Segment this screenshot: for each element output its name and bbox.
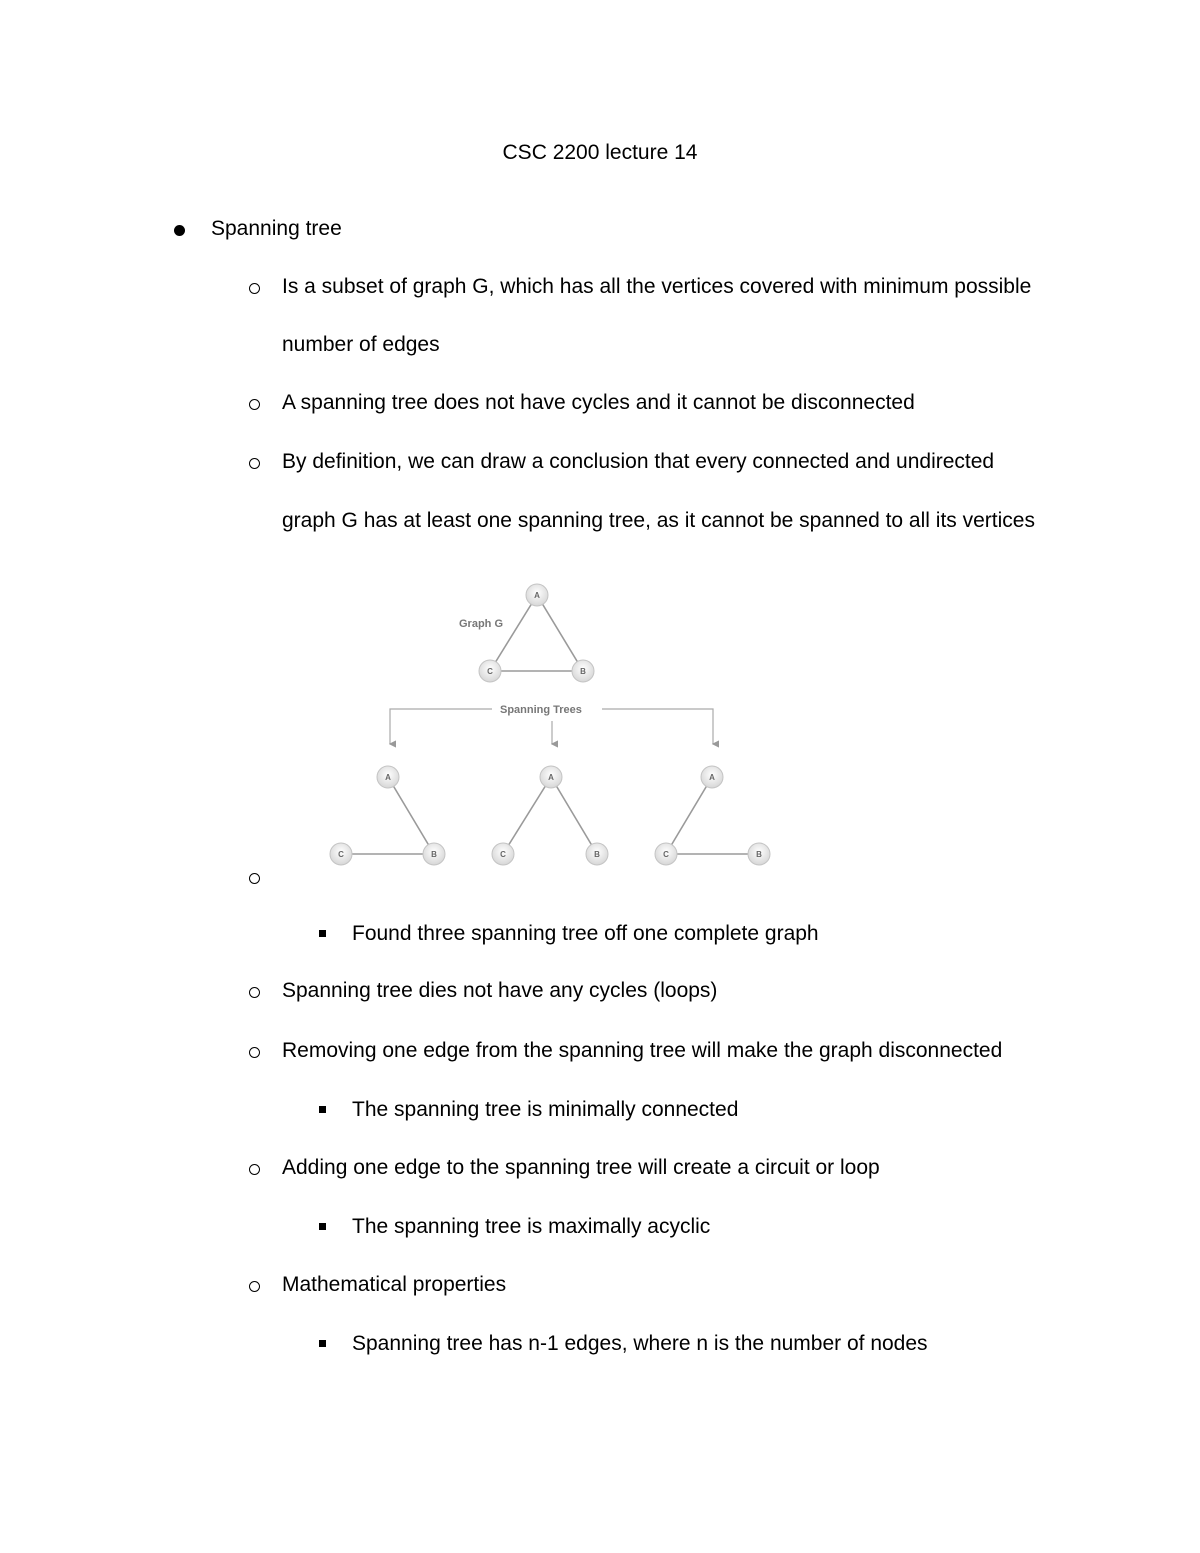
- svg-text:C: C: [500, 850, 506, 859]
- page-title: CSC 2200 lecture 14: [502, 141, 698, 164]
- sub-bullet: [249, 1164, 260, 1175]
- sub-bullet: [249, 283, 260, 294]
- list-item-continuation: number of edges: [282, 333, 440, 356]
- list-item: Mathematical properties: [282, 1273, 507, 1296]
- node-a: [701, 766, 723, 788]
- list-item: Spanning tree dies not have any cycles (loops): [282, 979, 718, 1002]
- node-c: [655, 843, 677, 865]
- spanning-tree-diagram: [322, 578, 782, 878]
- sub-bullet: [249, 873, 260, 884]
- svg-text:B: B: [431, 850, 437, 859]
- square-bullet: [319, 1106, 326, 1113]
- svg-text:A: A: [534, 591, 540, 600]
- svg-text:B: B: [594, 850, 600, 859]
- section-heading: Spanning tree: [211, 217, 342, 240]
- list-item: By definition, we can draw a conclusion that every connected and undirected: [282, 450, 995, 473]
- sub-bullet: [249, 1047, 260, 1058]
- node-b: [572, 660, 594, 682]
- svg-text:A: A: [709, 773, 715, 782]
- node-a: [377, 766, 399, 788]
- svg-text:C: C: [487, 667, 493, 676]
- svg-text:A: A: [548, 773, 554, 782]
- graph-g-label: Graph G: [459, 618, 504, 630]
- node-a: [526, 584, 548, 606]
- node-b: [586, 843, 608, 865]
- node-b: [748, 843, 770, 865]
- square-bullet: [319, 1340, 326, 1347]
- list-item: Adding one edge to the spanning tree will create a circuit or loop: [282, 1156, 880, 1179]
- list-item: Found three spanning tree off one complete graph: [352, 922, 819, 945]
- node-c: [492, 843, 514, 865]
- sub-bullet: [249, 987, 260, 998]
- sub-bullet: [249, 399, 260, 410]
- list-item: The spanning tree is minimally connected: [352, 1098, 739, 1121]
- svg-text:C: C: [338, 850, 344, 859]
- list-item: Spanning tree has n-1 edges, where n is the number of nodes: [352, 1332, 928, 1355]
- node-a: [540, 766, 562, 788]
- list-item: Is a subset of graph G, which has all the vertices covered with minimum possible: [282, 275, 1032, 298]
- list-item: Removing one edge from the spanning tree will make the graph disconnected: [282, 1039, 1003, 1062]
- list-item: The spanning tree is maximally acyclic: [352, 1215, 711, 1238]
- svg-text:A: A: [385, 773, 391, 782]
- sub-bullet: [249, 1281, 260, 1292]
- list-item-continuation: graph G has at least one spanning tree, as it cannot be spanned to all its vertices: [282, 509, 1035, 532]
- bullet-dot: [174, 225, 185, 236]
- svg-text:C: C: [663, 850, 669, 859]
- list-item: A spanning tree does not have cycles and it cannot be disconnected: [282, 391, 915, 414]
- spanning-trees-label: Spanning Trees: [500, 704, 582, 716]
- node-c: [330, 843, 352, 865]
- node-b: [423, 843, 445, 865]
- svg-text:B: B: [756, 850, 762, 859]
- square-bullet: [319, 1223, 326, 1230]
- svg-text:B: B: [580, 667, 586, 676]
- node-c: [479, 660, 501, 682]
- sub-bullet: [249, 458, 260, 469]
- square-bullet: [319, 930, 326, 937]
